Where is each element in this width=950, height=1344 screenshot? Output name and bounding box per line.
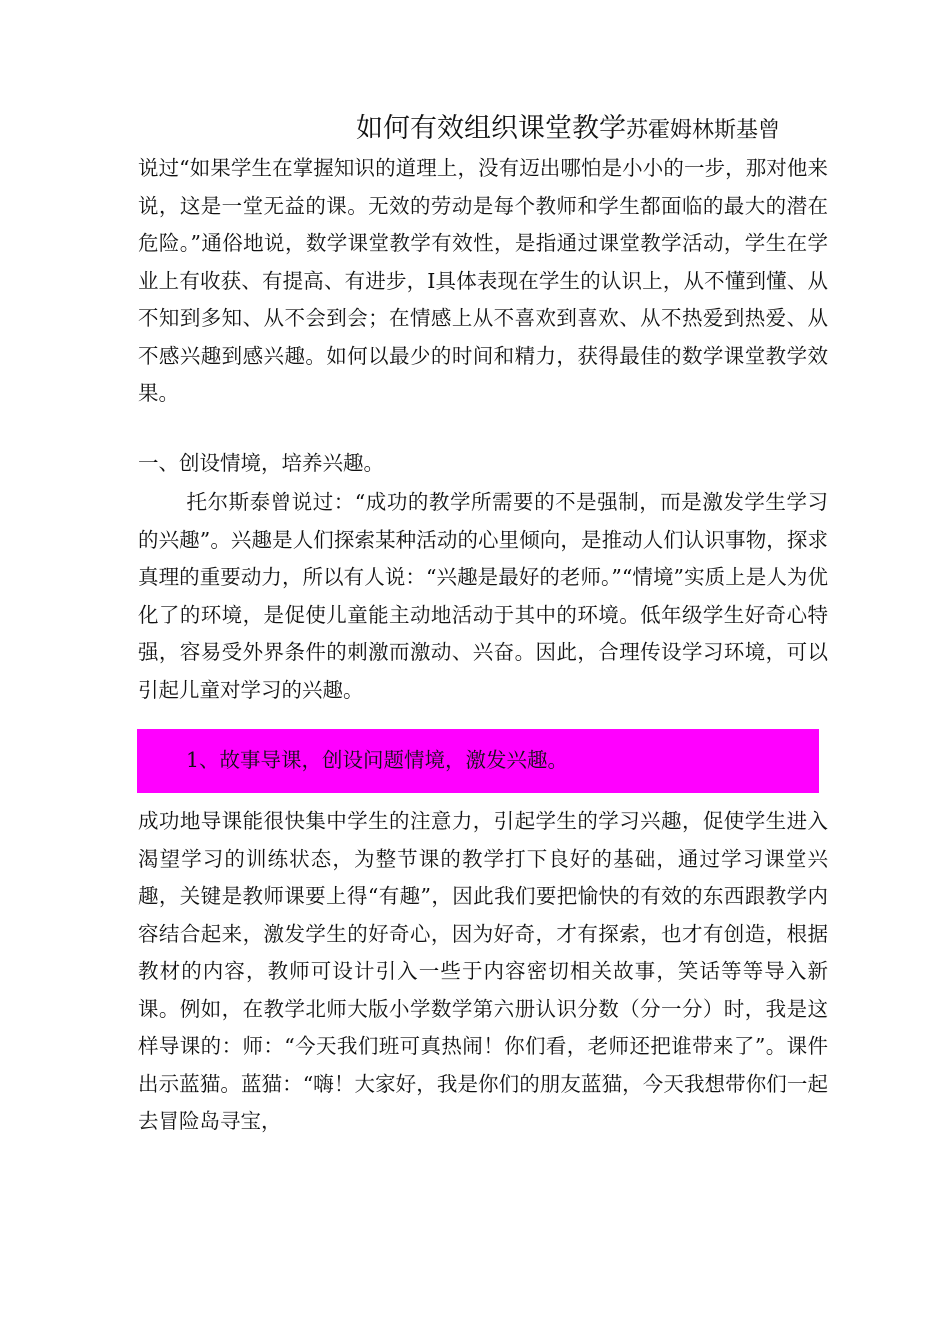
title-continuation: 苏霍姆林斯基曾	[626, 118, 781, 143]
title-line	[356, 106, 780, 145]
paragraph-tolstoy	[138, 484, 828, 709]
paragraph-tolstoy-text: 托尔斯泰曾说过：“成功的教学所需要的不是强制，而是激发学生学习的兴趣”。兴趣是人们探索某种活动的心里倾向，是推动人们认识事物，探求真理的重要动力，所以有人说：“兴趣是最好的老师。”“情境”实质上是人为优化了的环境，是促使儿童能主动地活动于其中的环境。低年级学生好奇心特强，容易受外界条件的刺激而激动、兴奋。因此，合理传设学习环境，可以引起儿童对学习的兴趣。	[138, 490, 828, 702]
document-title: 如何有效组织课堂教学	[356, 113, 626, 144]
paragraph-story-intro: 成功地导课能很快集中学生的注意力，引起学生的学习兴趣，促使学生进入渴望学习的训练状态，为整节课的教学打下良好的基础，通过学习课堂兴趣，关键是教师课要上得“有趣”，因此我们要把愉快的有效的东西跟教学内容结合起来，激发学生的好奇心，因为好奇，才有探索，也才有创造，根据教材的内容，教师可设计引入一些于内容密切相关故事，笑话等等导入新课。例如，在教学北师大版小学数学第六册认识分数（分一分）时，我是这样导课的：师：“今天我们班可真热闹！你们看，老师还把谁带来了”。课件出示蓝猫。蓝猫：“嗨！大家好，我是你们的朋友蓝猫，今天我想带你们一起去冒险岛寻宝，	[138, 809, 828, 1133]
subheading-highlighted: 1、故事导课，创设问题情境，激发兴趣。	[186, 748, 569, 772]
paragraph-intro: 说过“如果学生在掌握知识的道理上，没有迈出哪怕是小小的一步，那对他来说，这是一堂无益的课。无效的劳动是每个教师和学生都面临的最大的潜在危险。”通俗地说，数学课堂教学有效性，是指通过课堂教学活动，学生在学业上有收获、有提高、有进步，I具体表现在学生的认识上，从不懂到懂、从不知到多知、从不会到会；在情感上从不喜欢到喜欢、从不热爱到热爱、从不感兴趣到感兴趣。如何以最少的时间和精力，获得最佳的数学课堂教学效果。	[138, 156, 828, 405]
section-heading-1: 一、创设情境，培养兴趣。	[138, 451, 384, 475]
